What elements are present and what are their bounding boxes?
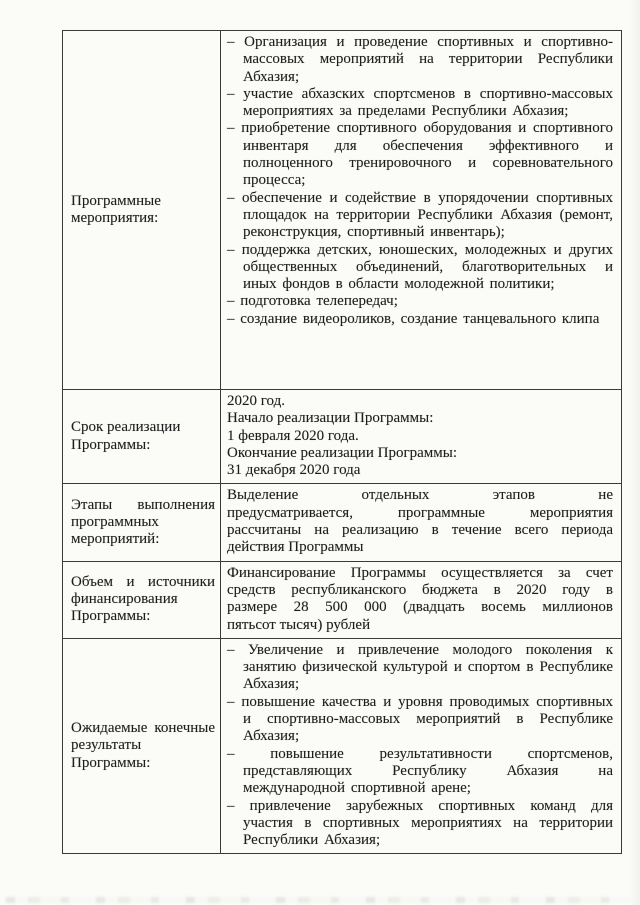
text-line: 1 февраля 2020 года. [227,427,359,444]
text-line: 31 декабря 2020 года [227,462,361,479]
bullet-item: – привлечение зарубежных спортивных команд для участия в спортивных мероприятиях на территории Республики Абхазия; [227,797,613,849]
bullet-item: – подготовка телепередач; [227,293,398,310]
label-line: Объем и источники [71,573,215,590]
label-line: мероприятия: [71,210,159,226]
row-label-cell [63,390,221,483]
row-label [71,497,215,549]
label-line: Этапы выполнения [71,496,215,513]
text-line: действия Программы [227,539,364,556]
bullet-item: – создание видеороликов, создание танцевального клипа [227,310,600,327]
row-content-cell [221,31,621,389]
bullet-item: – Увеличение и привлечение молодого поколения к занятию физической культурой и спортом в Республике Абхазия; [227,641,613,693]
label-line: Срок реализации [71,419,181,436]
label-line: Программные [71,192,161,209]
bullet-item: – участие абхазских спортсменов в спортивно-массовых мероприятиях за пределами Республики Абхазия; [227,85,613,120]
table-row-program-activities [63,31,621,389]
text-line: Начало реализации Программы: [227,410,434,427]
text-line: Выделение отдельных этапов не [227,487,613,504]
text-line: пятьсот тысяч) рублей [227,616,371,633]
row-label-cell [63,562,221,638]
bullet-item: – обеспечение и содействие в упорядочении спортивных площадок на территории Республики Абхазия (ремонт, реконструкция, спортивный инвентарь); [227,189,613,241]
label-line: мероприятий: [71,531,160,548]
label-line: Ожидаемые конечные [71,720,215,737]
text-line: рассчитаны на реализацию в течение всего периода [227,522,613,539]
row-label-cell [63,31,221,389]
bullet-item: – повышение качества и уровня проводимых спортивных и спортивно-массовых мероприятий в Республике Абхазия; [227,693,613,745]
row-content-cell [221,639,621,854]
table-row-program-expected-results [63,638,621,854]
row-content-cell [221,484,621,560]
bullet-item: – поддержка детских, юношеских, молодежных и других общественных объединений, благотворительных и иных фондов в области молодежной политики; [227,241,613,293]
row-label [71,574,215,626]
row-content-cell [221,390,621,483]
label-line: финансирования [71,591,178,608]
row-label [71,193,215,228]
scan-edge-shadow [628,0,640,905]
row-label-cell [63,639,221,854]
table-row-program-funding [63,561,621,638]
label-line: Программы: [71,608,151,625]
row-label [71,720,215,772]
text-line: Окончание реализации Программы: [227,444,457,461]
text-line: Финансирование Программы осуществляется за счет [227,564,613,581]
label-line: результаты [71,737,142,754]
bullet-item: – приобретение спортивного оборудования и спортивного инвентаря для обеспечения эффективного и полноценного тренировочного и соревновательного процесса; [227,120,613,189]
row-label [71,419,215,454]
label-line: Программы: [71,436,151,453]
scan-bottom-artifact [6,897,630,903]
text-line: предусматривается, программные мероприятия [227,504,613,521]
text-line: 2020 год. [227,393,285,409]
row-content-cell [221,562,621,638]
program-passport-table [62,30,622,854]
label-line: программных [71,513,159,530]
text-line: средств республиканского бюджета в 2020 году в [227,581,613,598]
table-row-program-term [63,389,621,483]
bullet-item: – Организация и проведение спортивных и спортивно-массовых мероприятий на территории Республики Абхазия; [227,34,613,85]
bullet-item: – повышение результативности спортсменов, представляющих Республику Абхазия на международной спортивной арене; [227,745,613,797]
label-line: Программы: [71,754,151,771]
text-line: размере 28 500 000 (двадцать восемь миллионов [227,599,613,616]
table-row-program-stages [63,483,621,560]
row-label-cell [63,484,221,560]
